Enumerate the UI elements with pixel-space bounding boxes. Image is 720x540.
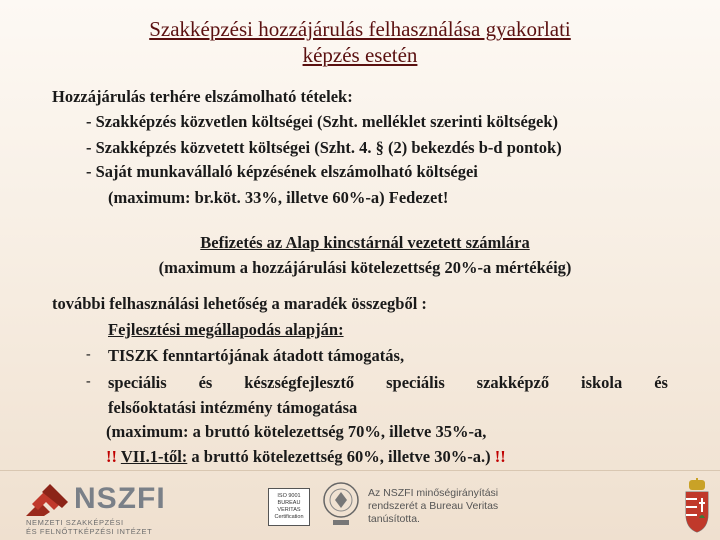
hungarian-coat-of-arms-icon [682, 478, 712, 534]
title-line-2: képzés esetén [302, 43, 418, 67]
nszfi-logo [26, 482, 266, 534]
footer-divider [0, 470, 720, 471]
bureau-veritas-seal-icon [322, 478, 360, 528]
bullet2-word: készségfejlesztő [244, 373, 355, 392]
section1-heading: Hozzájárulás terhére elszámolható tételek: [52, 87, 353, 106]
logo-subtitle-line-2: ÉS FELNŐTTKÉPZÉSI INTÉZET [26, 527, 153, 536]
bullet2-word: speciális [386, 373, 445, 392]
cert-certification: Certification [274, 514, 304, 520]
logo-subtitle-line-1: NEMZETI SZAKKÉPZÉSI [26, 518, 124, 527]
exclamation-close: !! [494, 447, 506, 466]
bullet2-word: és [654, 373, 668, 392]
exclamation-open: !! [106, 447, 117, 466]
section3-bullet-1: TISZK fenntartójának átadott támogatás, [108, 346, 405, 365]
slide-title [60, 16, 660, 68]
section1-item-2: - Szakképzés közvetett költségei (Szht. 4. § (2) bekezdés b-d pontok) [86, 138, 562, 157]
bullet2-word: iskola [581, 373, 623, 392]
bullet2-word: speciális [108, 373, 167, 392]
bullet-dash-1: - [86, 347, 91, 362]
cert-bureau-veritas: BUREAU VERITAS [277, 500, 301, 513]
logo-subtitle [26, 518, 152, 536]
section1-item-3: - Saját munkavállaló képzésének elszámolható költségei [86, 162, 478, 181]
section2-line-2: (maximum a hozzájárulási kötelezettség 20%-a mértékéig) [158, 258, 572, 277]
cert-text-line-3: tanúsította. [368, 513, 420, 525]
bullet2-word: és [198, 373, 213, 392]
section3-subheading: Fejlesztési megállapodás alapján: [108, 320, 344, 339]
cert-text-line-2: rendszerét a Bureau Veritas [368, 500, 499, 512]
cert-text-line-1: Az NSZFI minőségirányítási [368, 487, 499, 499]
last-text: a bruttó kötelezettség 60%, illetve 30%-a.) [187, 447, 491, 466]
section3-heading: további felhasználási lehetőség a maradék összegből : [52, 294, 427, 313]
section1-note: (maximum: br.köt. 33%, illetve 60%-a) Fedezet! [108, 188, 449, 207]
bullet2-word: szakképző [476, 373, 550, 392]
title-line-1: Szakképzési hozzájárulás felhasználása gyakorlati [149, 17, 571, 41]
section3-bullet-2 [108, 372, 668, 393]
certification-text [368, 487, 498, 526]
section3-max-line: (maximum: a bruttó kötelezettség 70%, illetve 35%-a, [106, 422, 487, 441]
nszfi-logo-icon [26, 484, 68, 516]
cert-iso: ISO 9001 [277, 493, 301, 499]
section2-line-1: Befizetés az Alap kincstárnál vezetett számlára [200, 233, 530, 252]
iso-certification-box [268, 488, 310, 526]
date-label: VII.1-től: [120, 447, 188, 466]
logo-text: NSZFI [74, 482, 166, 515]
bullet-dash-2: - [86, 374, 91, 389]
section3-bullet-2-cont: felsőoktatási intézmény támogatása [108, 398, 358, 417]
section1-item-1: - Szakképzés közvetlen költségei (Szht. melléklet szerinti költségek) [86, 112, 559, 131]
section3-last-line [106, 446, 506, 467]
